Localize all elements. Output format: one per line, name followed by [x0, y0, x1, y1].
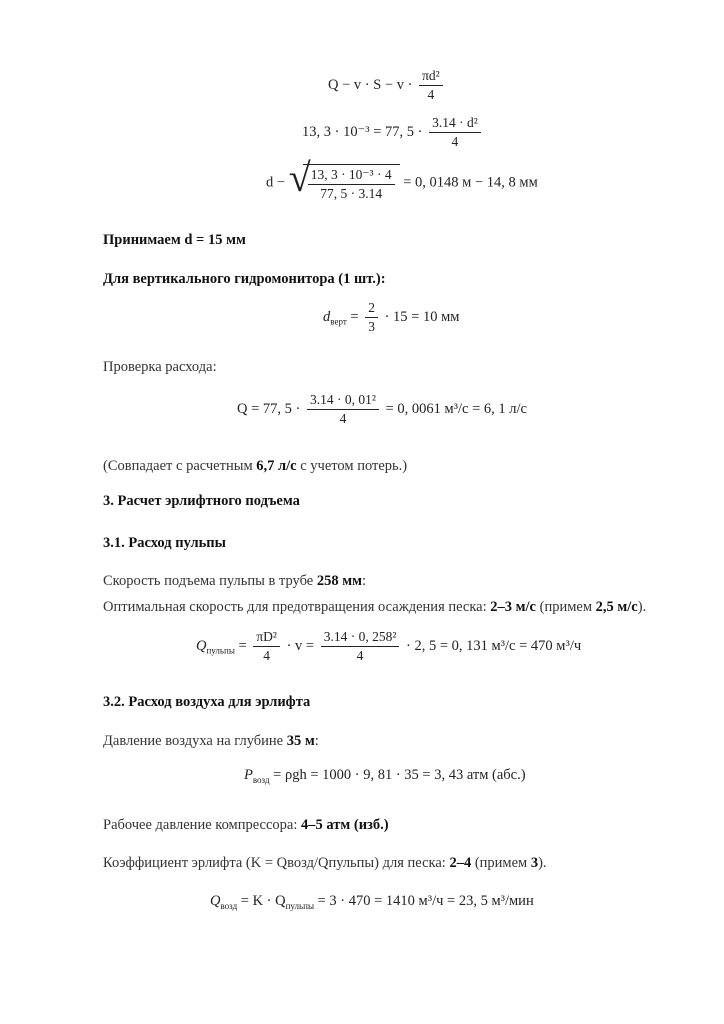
formula-right: = 0, 0148 м − 14, 8 мм	[403, 174, 538, 191]
section-3-1-heading: 3.1. Расход пульпы	[103, 535, 226, 551]
numerator: 3.14 · 0, 258²	[321, 629, 400, 647]
bold-value: 4–5 атм (изб.)	[301, 817, 389, 833]
subscript: возд	[252, 774, 270, 785]
text-part: :	[314, 733, 319, 749]
accept-diameter: Принимаем d = 15 мм	[103, 232, 246, 248]
airlift-coefficient-text	[103, 855, 547, 872]
bold-value: 35 м	[286, 733, 315, 749]
section-3-2-heading: 3.2. Расход воздуха для эрлифта	[103, 694, 311, 710]
air-pressure-text	[103, 733, 319, 750]
formula-right: · 15 = 10 мм	[384, 308, 460, 325]
formula-diameter	[266, 155, 538, 202]
numerator: 3.14 · d²	[429, 115, 481, 133]
formula-air-flow	[210, 893, 534, 911]
numerator: πD²	[253, 629, 280, 647]
bold-value: 6,7 л/с	[256, 458, 297, 474]
denominator: 4	[451, 134, 459, 149]
text-part: (примем	[536, 599, 596, 615]
optimal-speed-text	[103, 599, 646, 616]
formula-substitution	[302, 115, 484, 150]
text-part: (примем	[471, 855, 531, 871]
text-part: Скорость подъема пульпы в трубе	[103, 573, 317, 589]
formula-left: Q	[196, 637, 207, 654]
subscript: пульпы	[285, 900, 314, 911]
formula-right: = 0, 0061 м³/с = 6, 1 л/с	[385, 400, 527, 417]
compressor-pressure-text	[103, 817, 389, 834]
denominator: 4	[339, 411, 347, 426]
formula-right: · 2, 5 = 0, 131 м³/с = 470 м³/ч	[406, 637, 582, 654]
text-part: Коэффициент эрлифта (K = Qвозд/Qпульпы) для песка:	[103, 855, 450, 871]
denominator: 3	[368, 319, 375, 334]
formula-left: 13, 3 · 10⁻³ = 77, 5 ·	[302, 123, 423, 140]
vertical-monitor-heading: Для вертикального гидромонитора (1 шт.):	[103, 271, 386, 287]
bold-value: 2–4	[449, 855, 472, 871]
fraction	[253, 629, 280, 664]
fraction	[365, 300, 378, 335]
text-part: Оптимальная скорость для предотвращения осаждения песка:	[103, 599, 491, 615]
section-3-heading: 3. Расчет эрлифтного подъема	[103, 493, 300, 509]
formula-left: Q = 77, 5 ·	[237, 400, 301, 417]
formula-vertical-diameter	[323, 300, 459, 335]
formula-flow-area	[328, 68, 446, 103]
flow-check-label: Проверка расхода:	[103, 359, 217, 375]
formula-left: d −	[266, 174, 286, 191]
formula-mid: = K · Q	[237, 893, 286, 909]
square-root	[288, 155, 400, 202]
formula-left: d	[323, 308, 331, 325]
formula-eq: =	[234, 637, 251, 654]
pulp-speed-text	[103, 573, 366, 590]
bold-value: 2–3 м/с	[490, 599, 536, 615]
subscript: верт	[330, 316, 347, 327]
numerator: 2	[365, 300, 378, 318]
formula-right: = ρgh = 1000 · 9, 81 · 35 = 3, 43 атм (абс.)	[269, 767, 526, 783]
text-part: ).	[538, 855, 547, 871]
numerator: 3.14 · 0, 01²	[307, 392, 379, 410]
formula-left: Q	[210, 893, 221, 909]
numerator: πd²	[419, 68, 443, 86]
formula-eq: =	[346, 308, 363, 325]
bold-value: 2,5 м/с	[595, 599, 638, 615]
fraction	[307, 392, 379, 427]
fraction	[308, 167, 395, 202]
text-part: Давление воздуха на глубине	[103, 733, 287, 749]
fraction	[419, 68, 443, 103]
formula-left: Q − v · S − v ·	[328, 76, 413, 93]
formula-pulp-flow	[196, 629, 581, 664]
formula-air-pressure	[244, 767, 526, 785]
text-part: (Совпадает с расчетным	[103, 458, 257, 474]
fraction	[429, 115, 481, 150]
denominator: 4	[263, 648, 270, 663]
formula-left: P	[244, 767, 253, 783]
denominator: 4	[356, 648, 364, 663]
fraction	[321, 629, 400, 664]
formula-right: = 3 · 470 = 1410 м³/ч = 23, 5 м³/мин	[314, 893, 534, 909]
match-note	[103, 458, 407, 475]
formula-flow-check	[237, 392, 527, 427]
bold-value: 258 мм	[316, 573, 362, 589]
formula-mid: · v =	[286, 637, 315, 654]
root-sign-icon: √	[288, 155, 311, 200]
text-part: с учетом потерь.)	[296, 458, 408, 474]
text-part: ).	[637, 599, 647, 615]
numerator: 13, 3 · 10⁻³ · 4	[308, 167, 395, 185]
subscript: пульпы	[206, 645, 235, 656]
text-part: Рабочее давление компрессора:	[103, 817, 301, 833]
subscript: возд	[220, 900, 238, 911]
denominator: 77, 5 · 3.14	[320, 186, 383, 201]
bold-value: 3	[530, 855, 539, 871]
text-part: :	[361, 573, 367, 589]
denominator: 4	[427, 87, 435, 102]
